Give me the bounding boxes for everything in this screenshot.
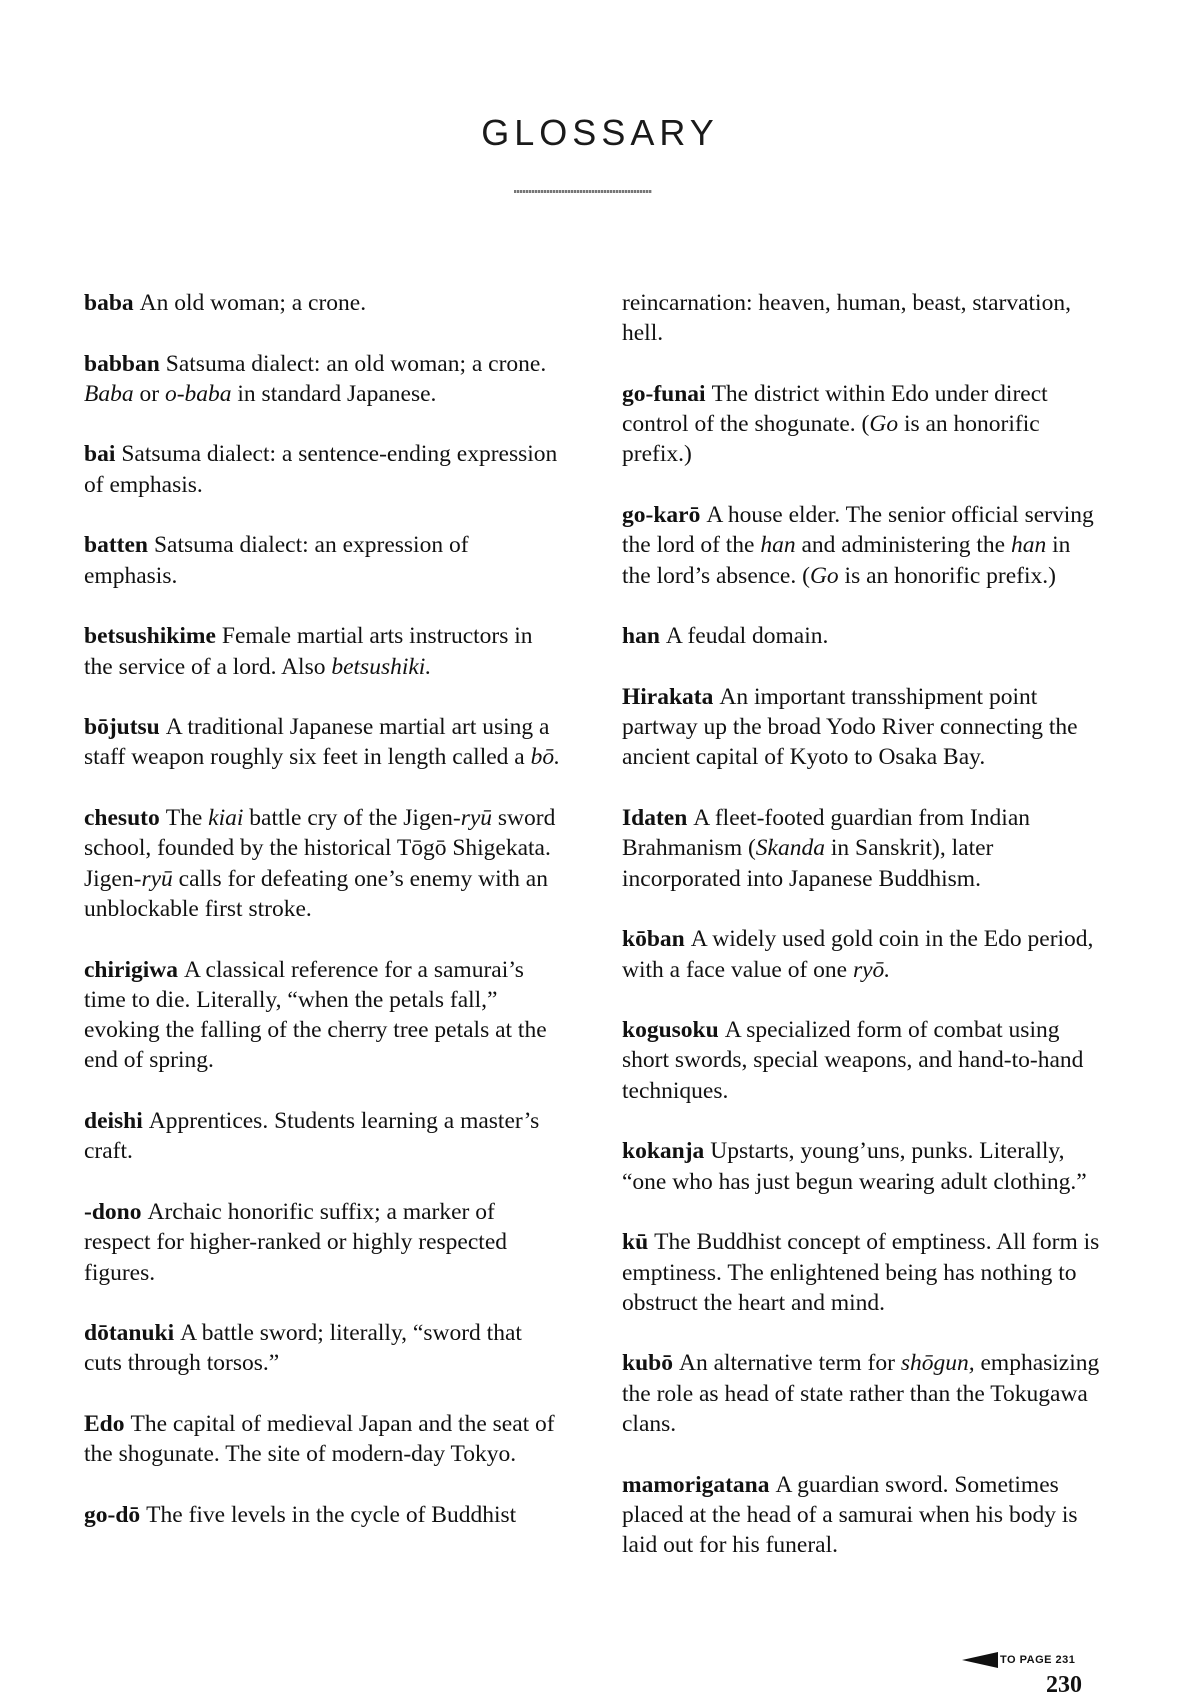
glossary-definition: A fleet-footed guardian from Indian Brahmanism ( <box>622 805 1031 862</box>
page-title: GLOSSARY <box>481 112 719 153</box>
glossary-entry <box>84 1500 564 1530</box>
glossary-definition-italic: ryō. <box>852 956 891 983</box>
glossary-definition-italic: Skanda <box>755 835 825 862</box>
glossary-definition: Satsuma dialect: an old woman; a crone. <box>165 350 547 377</box>
glossary-term: mamorigatana <box>622 1471 770 1498</box>
glossary-definition: in standard Japanese. <box>231 380 437 407</box>
glossary-term: deishi <box>84 1108 143 1135</box>
glossary-term: Idaten <box>622 805 688 832</box>
glossary-definition: The district within Edo under direct control of the shogunate. ( <box>622 380 1048 438</box>
title-divider <box>514 190 652 193</box>
glossary-definition: in Sanskrit), later incorporated into Japanese Buddhism. <box>622 835 994 892</box>
glossary-term: go-dō <box>84 1501 141 1528</box>
glossary-definition: or <box>133 380 165 407</box>
glossary-definition: Upstarts, young’uns, punks. Literally, “one who has just begun wearing adult clothing.” <box>622 1138 1087 1195</box>
glossary-definition-italic: kiai <box>208 805 244 832</box>
glossary-definition: An old woman; a crone. <box>139 290 367 316</box>
glossary-definition: The Buddhist concept of emptiness. All form is emptiness. The enlightened being has nothing to obstruct the heart and mind. <box>622 1229 1100 1316</box>
glossary-term: go-karō <box>622 502 701 529</box>
glossary-definition: A battle sword; literally, “sword that cuts through torsos.” <box>84 1320 522 1377</box>
glossary-entry <box>622 1136 1102 1197</box>
glossary-definition: A feudal domain. <box>665 623 829 650</box>
glossary-definition: A classical reference for a samurai’s time to die. Literally, “when the petals fall,” evoking the falling of the cherry tree petals at the end of spring. <box>84 956 547 1074</box>
glossary-definition: is an honorific prefix.) <box>622 411 1040 468</box>
glossary-entry <box>84 955 564 1076</box>
glossary-definition: An important transshipment point partway up the broad Yodo River connecting the ancient capital of Kyoto to Osaka Bay. <box>622 683 1078 771</box>
glossary-definition: A specialized form of combat using short swords, special weapons, and hand-to-hand techniques. <box>622 1017 1084 1104</box>
glossary-term: kogusoku <box>622 1017 719 1044</box>
glossary-entry <box>84 439 564 500</box>
glossary-entry <box>622 1470 1102 1561</box>
glossary-term: kōban <box>622 926 685 953</box>
glossary-term: han <box>622 623 660 650</box>
glossary-entry <box>622 379 1102 470</box>
glossary-definition: A guardian sword. Sometimes placed at the head of a samurai when his body is laid out for his funeral. <box>622 1471 1078 1559</box>
glossary-entry <box>622 1227 1102 1318</box>
glossary-definition: The capital of medieval Japan and the seat of the shogunate. The site of modern-day Tokyo. <box>84 1410 555 1468</box>
glossary-definition-italic: ryū <box>460 805 493 832</box>
glossary-entry <box>84 712 564 773</box>
glossary-term: chirigiwa <box>84 956 178 983</box>
glossary-column-left <box>84 288 564 1560</box>
arrow-left-icon <box>962 1652 998 1668</box>
glossary-entry <box>622 1015 1102 1106</box>
glossary-term: -dono <box>84 1198 142 1225</box>
glossary-term: Edo <box>84 1410 125 1437</box>
glossary-term: kokanja <box>622 1138 705 1165</box>
glossary-term: babban <box>84 350 160 377</box>
glossary-definition: An alternative term for <box>678 1350 901 1377</box>
glossary-definition: A widely used gold coin in the Edo period, with a face value of one <box>622 926 1094 983</box>
glossary-entry <box>622 803 1102 894</box>
glossary-column-right <box>622 288 1102 1591</box>
glossary-entry <box>622 621 1102 651</box>
glossary-term: betsushikime <box>84 623 216 650</box>
glossary-entry <box>84 530 564 591</box>
glossary-definition: A house elder. The senior official serving the lord of the <box>622 502 1094 559</box>
glossary-entry <box>622 500 1102 591</box>
glossary-definition: The five levels in the cycle of Buddhist <box>146 1501 517 1528</box>
glossary-definition-italic: Go <box>869 411 899 438</box>
glossary-entry <box>84 1197 564 1288</box>
glossary-definition: Archaic honorific suffix; a marker of respect for higher-ranked or highly respected figures. <box>84 1198 507 1286</box>
glossary-definition: and administering the <box>795 532 1011 559</box>
glossary-definition: Female martial arts instructors in the service of a lord. Also <box>84 623 533 680</box>
glossary-entry <box>84 1318 564 1379</box>
glossary-definition: calls for defeating one’s enemy with an unblockable first stroke. <box>84 865 548 922</box>
glossary-entry <box>84 803 564 924</box>
glossary-term: chesuto <box>84 805 160 832</box>
glossary-term: bōjutsu <box>84 714 160 741</box>
glossary-entry <box>84 288 564 318</box>
glossary-definition-italic: ryū <box>141 865 173 892</box>
glossary-definition-italic: han <box>760 532 796 559</box>
glossary-term: kū <box>622 1229 649 1256</box>
glossary-definition: Satsuma dialect: an expression of emphasis. <box>84 532 469 589</box>
glossary-entry <box>622 682 1102 773</box>
glossary-definition-italic: o-baba <box>164 380 232 407</box>
glossary-definition: is an honorific prefix.) <box>838 562 1056 589</box>
glossary-entry <box>622 288 1102 349</box>
next-page-label: TO PAGE 231 <box>1000 1654 1076 1666</box>
glossary-definition-italic: betsushiki. <box>331 653 432 680</box>
glossary-entry <box>622 1348 1102 1439</box>
glossary-term: kubō <box>622 1350 673 1377</box>
glossary-definition-italic: Baba <box>84 380 134 407</box>
glossary-entry <box>622 924 1102 985</box>
glossary-definition-italic: bō. <box>530 744 560 771</box>
glossary-definition: The <box>165 805 209 832</box>
glossary-term: go-funai <box>622 380 706 407</box>
glossary-definition: in the lord’s absence. ( <box>622 532 1071 589</box>
glossary-entry <box>84 1409 564 1470</box>
glossary-term: bai <box>84 441 116 468</box>
glossary-definition-italic: Go <box>809 562 839 589</box>
glossary-entry <box>84 349 564 410</box>
glossary-definition: sword school, founded by the historical Tōgō Shigekata. Jigen- <box>84 805 556 892</box>
glossary-definition: A traditional Japanese martial art using a staff weapon roughly six feet in length called a <box>84 714 550 771</box>
page-number: 230 <box>1046 1672 1082 1698</box>
glossary-term: dōtanuki <box>84 1320 175 1347</box>
glossary-definition: Satsuma dialect: a sentence-ending expression of emphasis. <box>84 441 558 498</box>
glossary-definition-italic: han <box>1010 532 1047 559</box>
glossary-definition: reincarnation: heaven, human, beast, starvation, hell. <box>622 290 1071 347</box>
glossary-term: Hirakata <box>622 683 714 710</box>
glossary-term: batten <box>84 532 148 559</box>
glossary-definition-italic: shōgun, <box>900 1350 975 1377</box>
glossary-term: baba <box>84 290 134 316</box>
glossary-entry <box>84 621 564 682</box>
glossary-definition: emphasizing the role as head of state rather than the Tokugawa clans. <box>622 1350 1100 1437</box>
glossary-entry <box>84 1106 564 1167</box>
next-page-link[interactable] <box>962 1650 1075 1670</box>
glossary-definition: battle cry of the Jigen- <box>243 805 461 832</box>
glossary-definition: Apprentices. Students learning a master’s craft. <box>84 1108 540 1165</box>
